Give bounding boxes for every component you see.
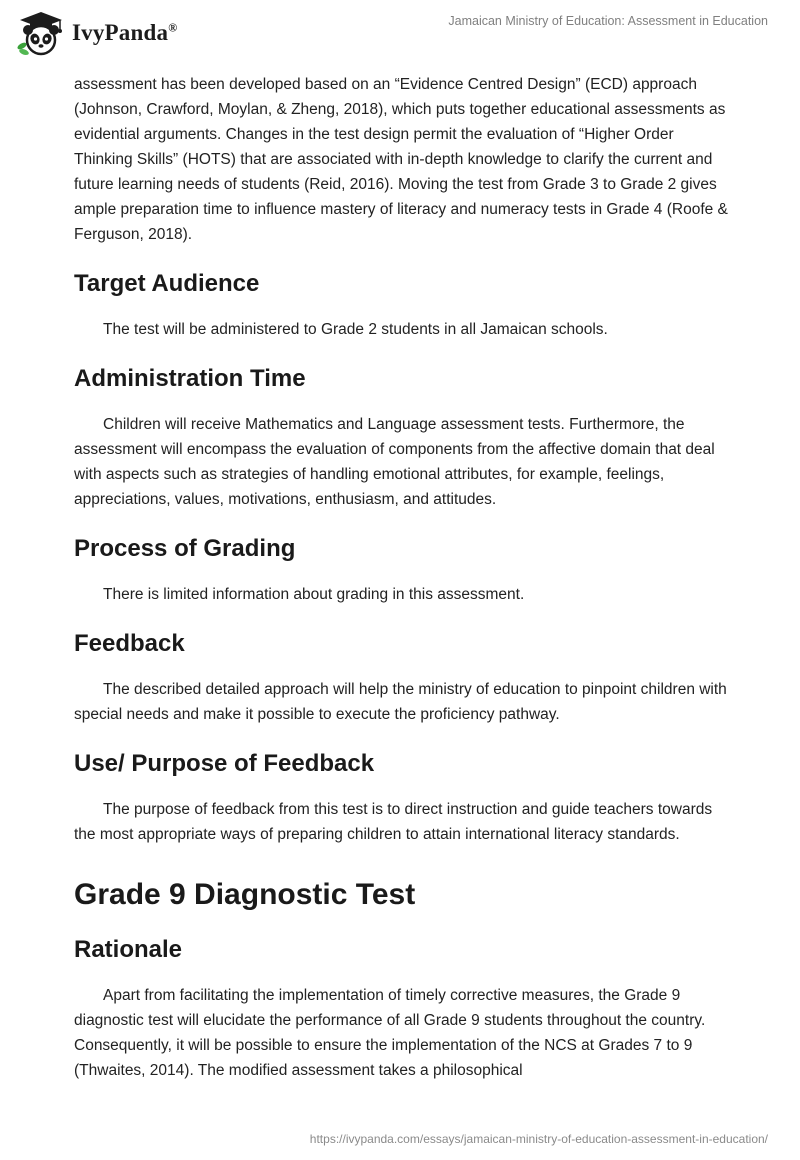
paragraph-target-audience: The test will be administered to Grade 2 students in all Jamaican schools. <box>103 321 608 338</box>
intro-paragraph: assessment has been developed based on an “Evidence Centred Design” (ECD) approach (Johnson, Crawford, Moylan, & Zheng, 2018), which puts together educational assessments as evidential arguments. Changes in the test design permit the evaluation of “Higher Order Thinking Skills” (HOTS) that are associated with in-depth knowledge to clarify the current and future learning needs of students (Reid, 2016). Moving the test from Grade 3 to Grade 2 gives ample preparation time to influence mastery of literacy and numeracy tests in Grade 4 (Roofe & Ferguson, 2018). <box>74 76 728 243</box>
document-title: Jamaican Ministry of Education: Assessment in Education <box>448 14 768 28</box>
page-header <box>0 0 800 66</box>
ivypanda-logo[interactable] <box>16 10 177 56</box>
heading-rationale: Rationale <box>74 936 183 963</box>
heading-feedback: Feedback <box>74 630 185 657</box>
source-url[interactable]: https://ivypanda.com/essays/jamaican-ministry-of-education-assessment-in-education/ <box>309 1132 768 1146</box>
paragraph-feedback: The described detailed approach will help the ministry of education to pinpoint children with special needs and make it possible to execute the proficiency pathway. <box>74 681 727 723</box>
heading-grade-9-diagnostic-test: Grade 9 Diagnostic Test <box>74 878 416 911</box>
panda-logo-icon <box>16 10 66 56</box>
paragraph-process-of-grading: There is limited information about grading in this assessment. <box>103 586 525 603</box>
brand-name: IvyPanda® <box>72 20 178 45</box>
paragraph-use-purpose-of-feedback: The purpose of feedback from this test is to direct instruction and guide teachers towards the most appropriate ways of preparing children to attain international literacy standards. <box>74 801 713 843</box>
heading-administration-time: Administration Time <box>74 365 306 392</box>
heading-process-of-grading: Process of Grading <box>74 535 296 562</box>
heading-target-audience: Target Audience <box>74 270 260 297</box>
paragraph-rationale: Apart from facilitating the implementation of timely corrective measures, the Grade 9 diagnostic test will elucidate the performance of all Grade 9 students throughout the country. Consequently, it will be possible to ensure the implementation of the NCS at Grades 7 to 9 (Thwaites, 2014). The modified assessment takes a philosophical <box>74 987 706 1079</box>
heading-use-purpose-of-feedback: Use/ Purpose of Feedback <box>74 750 375 777</box>
essay-body <box>74 72 734 1097</box>
paragraph-administration-time: Children will receive Mathematics and Language assessment tests. Furthermore, the assessment will encompass the evaluation of components from the affective domain that deal with aspects such as strategies of handling emotional attributes, for example, feelings, appreciations, values, motivations, enthusiasm, and attitudes. <box>74 416 715 508</box>
